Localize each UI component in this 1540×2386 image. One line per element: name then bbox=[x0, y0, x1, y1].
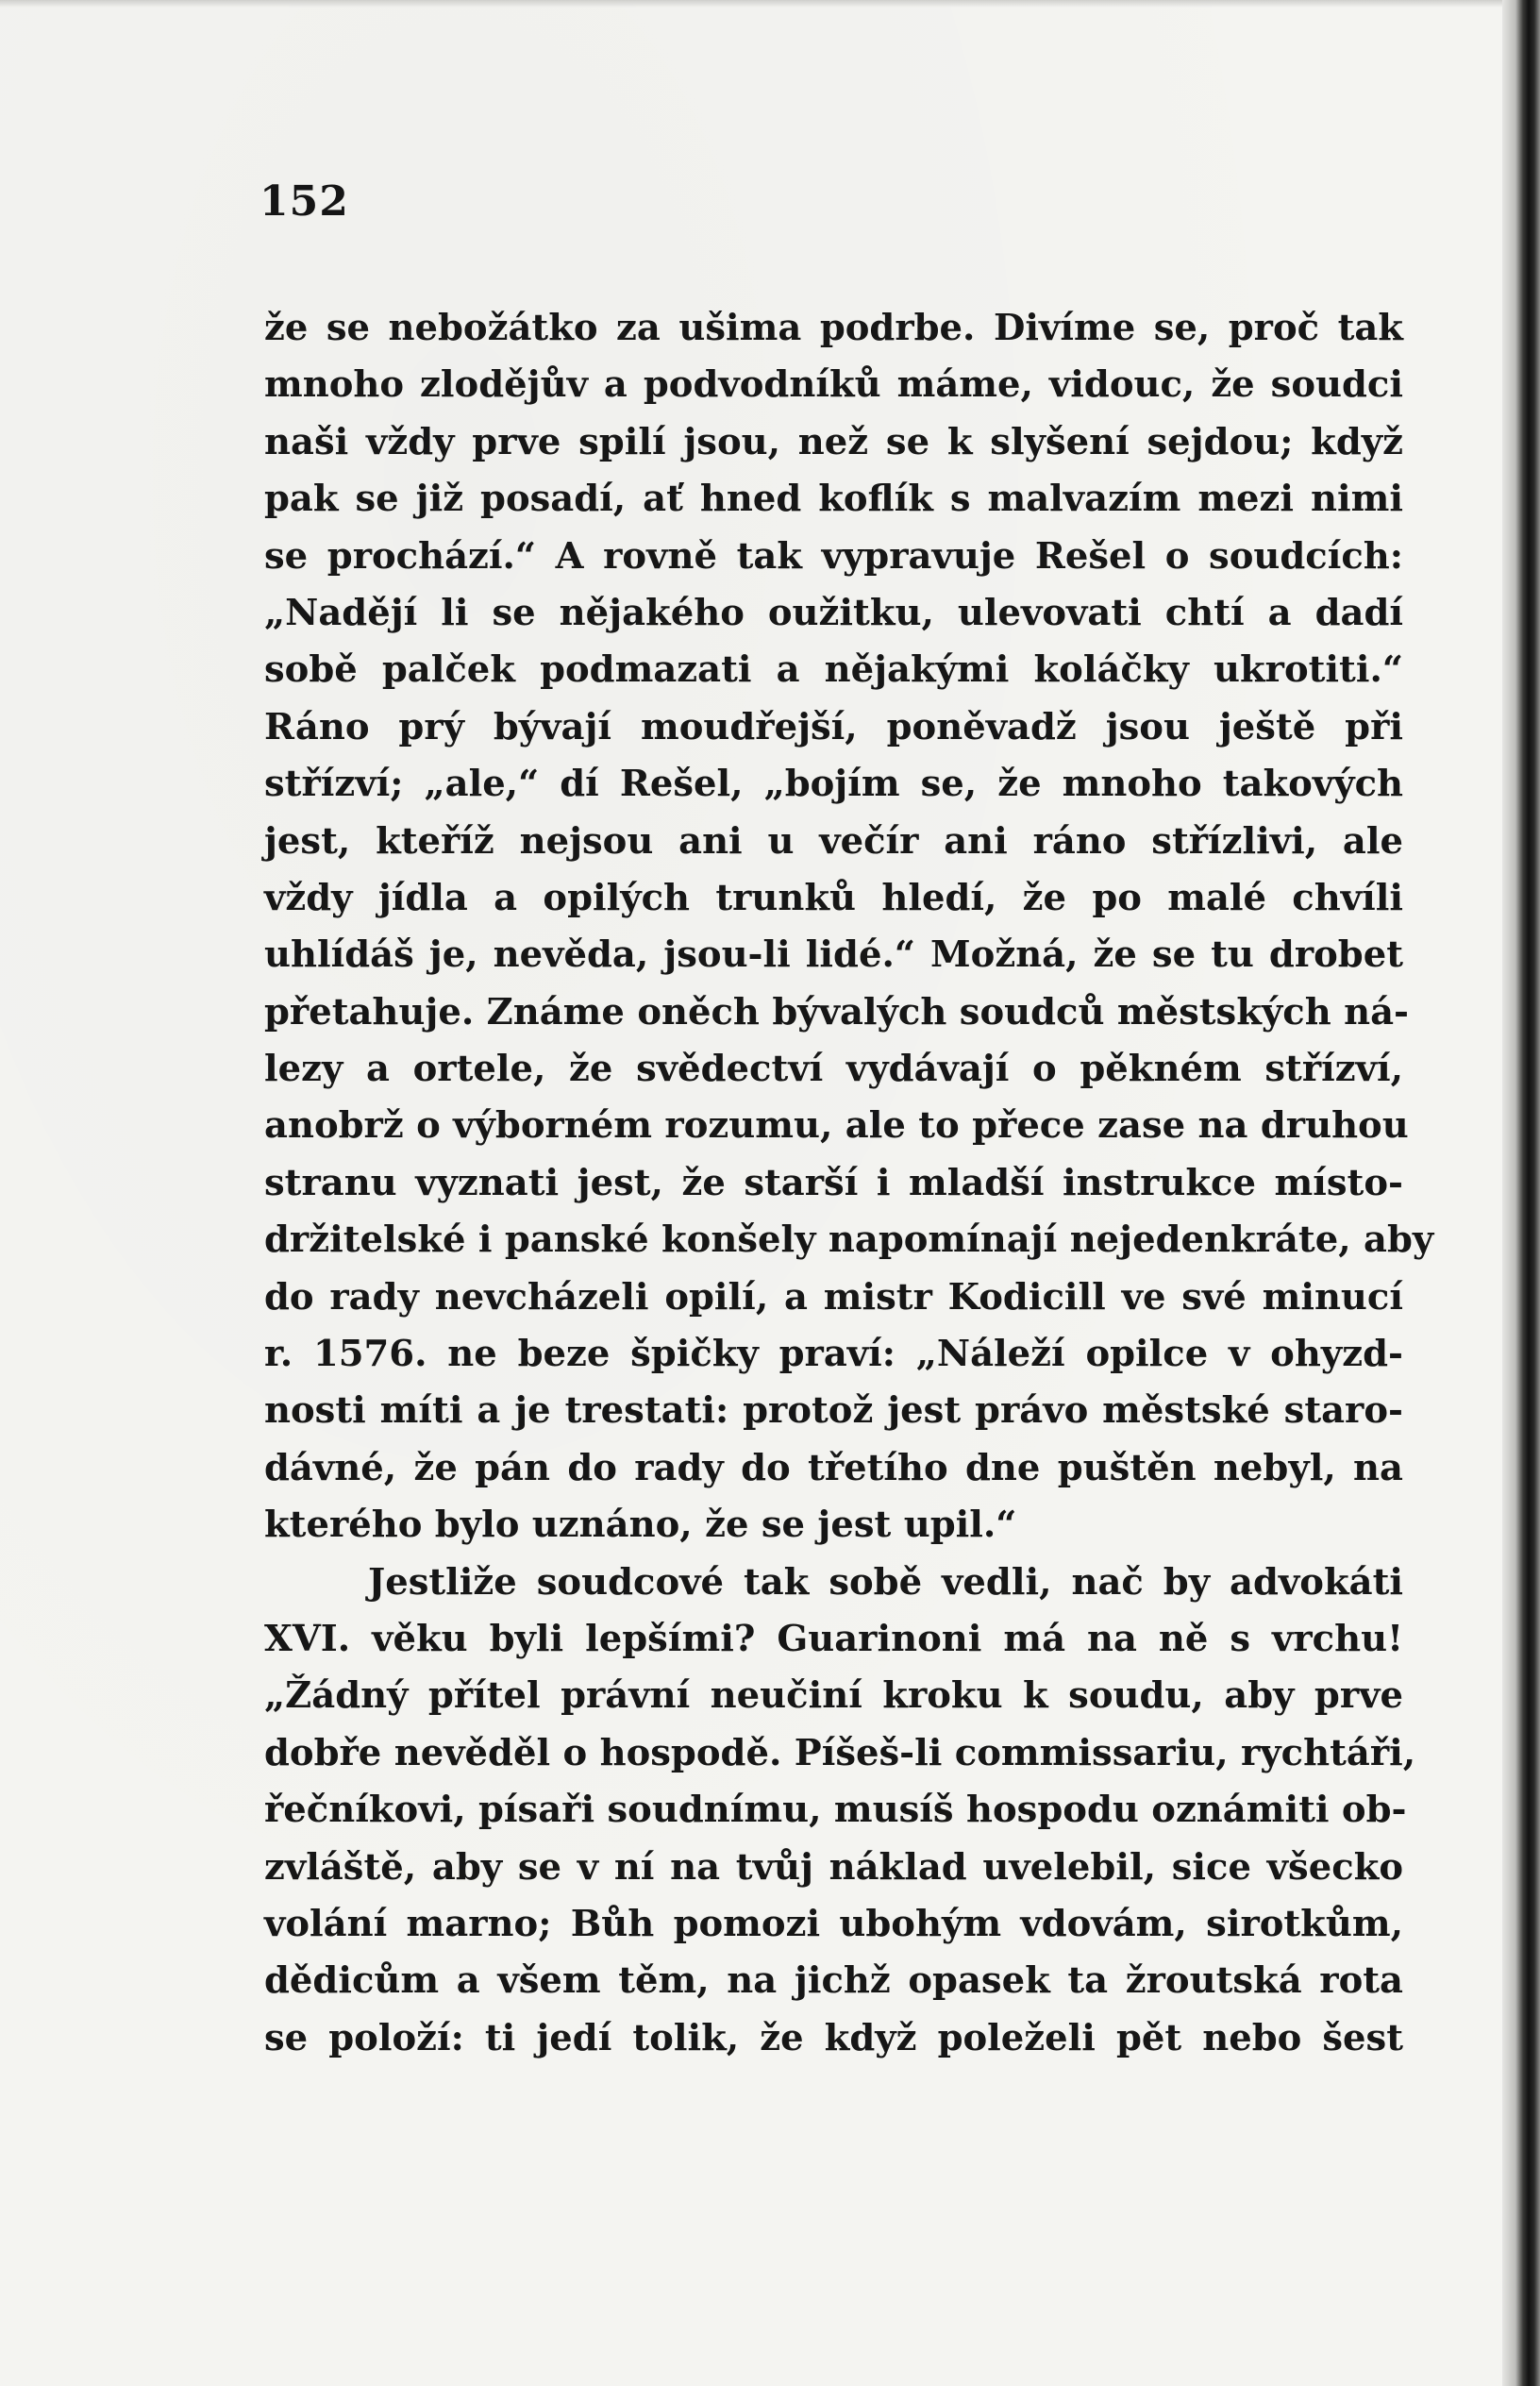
text-line: lezy a ortele, že svědectví vydávají o pěkném střízví, bbox=[264, 1048, 1403, 1091]
text-line: mnoho zlodějův a podvodníků máme, vidouc, že soudci bbox=[264, 363, 1403, 407]
text-line: XVI. věku byli lepšími? Guarinoni má na ně s vrchu! bbox=[264, 1617, 1403, 1660]
text-line: uhlídáš je, nevěda, jsou-li lidé.“ Možná, že se tu drobet bbox=[264, 933, 1403, 977]
text-line: naši vždy prve spilí jsou, než se k slyšení sejdou; když bbox=[264, 420, 1403, 463]
text-line: do rady nevcházeli opilí, a mistr Kodicill ve své minucí bbox=[264, 1275, 1403, 1319]
text-line: stranu vyznati jest, že starší i mladší instrukce místo- bbox=[264, 1161, 1403, 1204]
body-text bbox=[264, 300, 1434, 2067]
text-line: „Žádný přítel právní neučiní kroku k soudu, aby prve bbox=[264, 1674, 1403, 1718]
text-line: zvláště, aby se v ní na tvůj náklad uvelebil, sice všecko bbox=[264, 1845, 1403, 1889]
text-line: se položí: ti jedí tolik, že když poleželi pět nebo šest bbox=[264, 2016, 1403, 2059]
page-number: 152 bbox=[259, 177, 349, 226]
text-line: jest, kteříž nejsou ani u večír ani ráno střízlivi, ale bbox=[264, 819, 1403, 863]
text-line: „Nadějí li se nějakého oužitku, ulevovati chtí a dadí bbox=[264, 591, 1403, 634]
text-line: anobrž o výborném rozumu, ale to přece zase na druhou bbox=[264, 1104, 1409, 1148]
text-line: sobě palček podmazati a nějakými koláčky ukrotiti.“ bbox=[264, 648, 1403, 692]
text-line: volání marno; Bůh pomozi ubohým vdovám, sirotkům, bbox=[264, 1902, 1403, 1945]
text-line: dávné, že pán do rady do třetího dne puštěn nebyl, na bbox=[264, 1446, 1403, 1489]
text-line: se prochází.“ A rovně tak vypravuje Rešel o soudcích: bbox=[264, 534, 1403, 578]
text-line: pak se již posadí, ať hned koflík s malvazím mezi nimi bbox=[264, 478, 1403, 521]
text-line: nosti míti a je trestati: protož jest právo městské staro- bbox=[264, 1389, 1403, 1433]
text-line: držitelské i panské konšely napomínají nejedenkráte, aby bbox=[264, 1218, 1434, 1262]
text-line: Ráno prý bývají moudřejší, poněvadž jsou ještě při bbox=[264, 705, 1403, 748]
paragraph-start-line: Jestliže soudcové tak sobě vedli, nač by advokáti bbox=[368, 1560, 1403, 1604]
page-top-edge bbox=[0, 0, 1540, 8]
text-line: řečníkovi, písaři soudnímu, musíš hospodu oznámiti ob- bbox=[264, 1789, 1407, 1832]
paragraph-end-line: kterého bylo uznáno, že se jest upil.“ bbox=[264, 1504, 1017, 1547]
text-line: střízví; „ale,“ dí Rešel, „bojím se, že mnoho takových bbox=[264, 763, 1403, 806]
text-line: že se nebožátko za ušima podrbe. Divíme se, proč tak bbox=[264, 307, 1403, 349]
text-line: přetahuje. Známe oněch bývalých soudců městských ná- bbox=[264, 990, 1410, 1033]
text-line: dědicům a všem těm, na jichž opasek ta žroutská rota bbox=[264, 1959, 1403, 2003]
text-line: vždy jídla a opilých trunků hledí, že po malé chvíli bbox=[264, 876, 1403, 919]
text-line: r. 1576. ne beze špičky praví: „Náleží opilce v ohyzd- bbox=[264, 1333, 1403, 1376]
page-binding-edge bbox=[1502, 0, 1540, 2386]
text-line: dobře nevěděl o hospodě. Píšeš-li commissariu, rychtáři, bbox=[264, 1731, 1416, 1774]
